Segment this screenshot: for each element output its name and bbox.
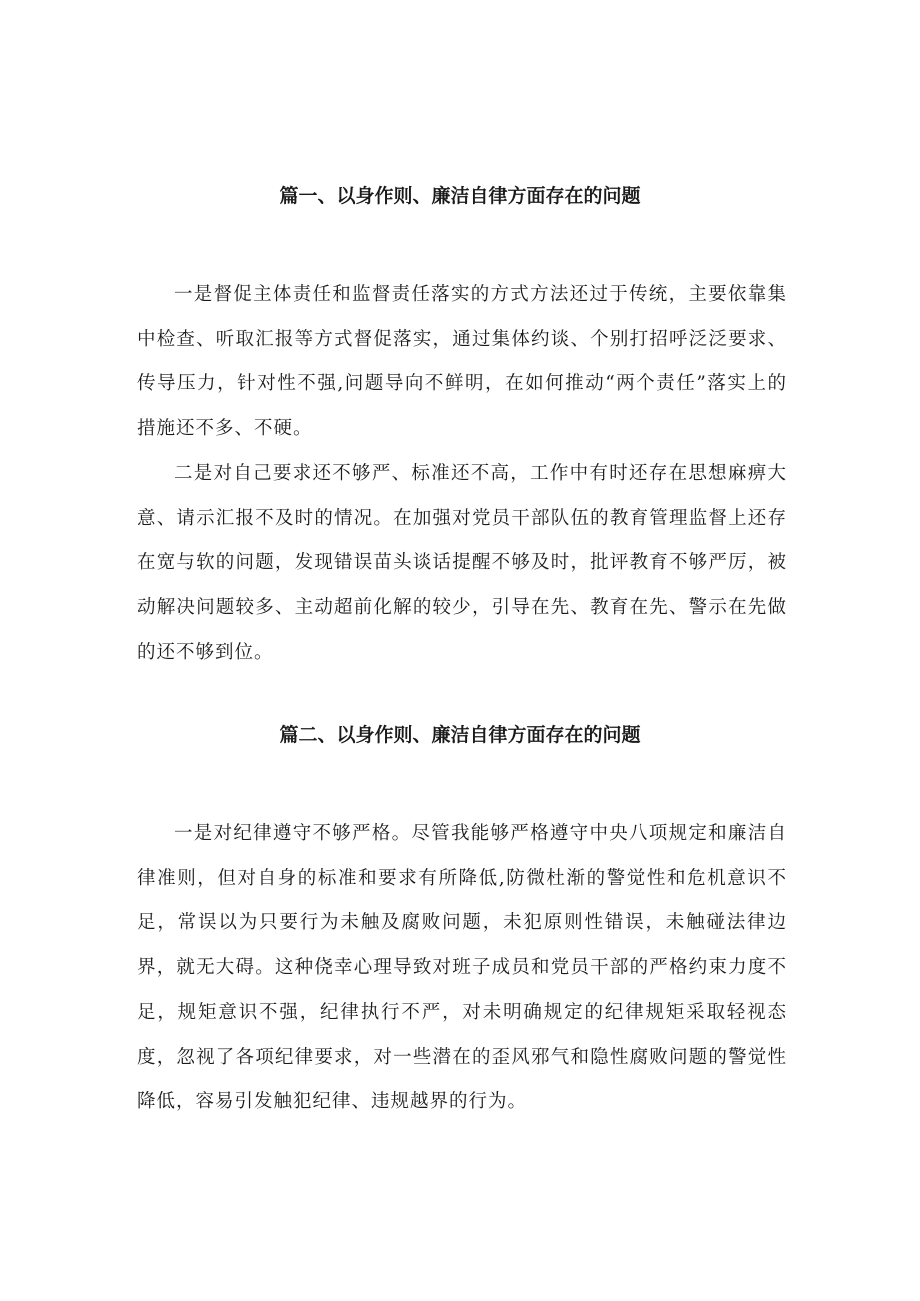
section-1-heading: 篇一、以身作则、廉洁自律方面存在的问题 xyxy=(279,185,641,207)
section-1-paragraph-1: 一是督促主体责任和监督责任落实的方式方法还过于传统，主要依靠集中检查、听取汇报等方式督促落实，通过集体约谈、个别打招呼泛泛要求、传导压力，针对性不强,问题导向不鲜明，在如何推动“两个责任”落实上的措施还不多、不硬。 xyxy=(137,284,787,440)
section-1-paragraph-2: 二是对自己要求还不够严、标准还不高，工作中有时还存在思想麻痹大意、请示汇报不及时的情况。在加强对党员干部队伍的教育管理监督上还存在宽与软的问题，发现错误苗头谈话提醒不够及时，批评教育不够严厉，被动解决问题较多、主动超前化解的较少，引导在先、教育在先、警示在先做的还不够到位。 xyxy=(137,463,787,663)
section-2-heading: 篇二、以身作则、廉洁自律方面存在的问题 xyxy=(279,724,641,746)
section-2-paragraph-1: 一是对纪律遵守不够严格。尽管我能够严格遵守中央八项规定和廉洁自律准则，但对自身的标准和要求有所降低,防微杜渐的警觉性和危机意识不足，常误以为只要行为未触及腐败问题，未犯原则性错误，未触碰法律边界，就无大碍。这种侥幸心理导致对班子成员和党员干部的严格约束力度不足，规矩意识不强，纪律执行不严，对未明确规定的纪律规矩采取轻视态度，忽视了各项纪律要求，对一些潜在的歪风邪气和隐性腐败问题的警觉性降低，容易引发触犯纪律、违规越界的行为。 xyxy=(137,823,787,1113)
